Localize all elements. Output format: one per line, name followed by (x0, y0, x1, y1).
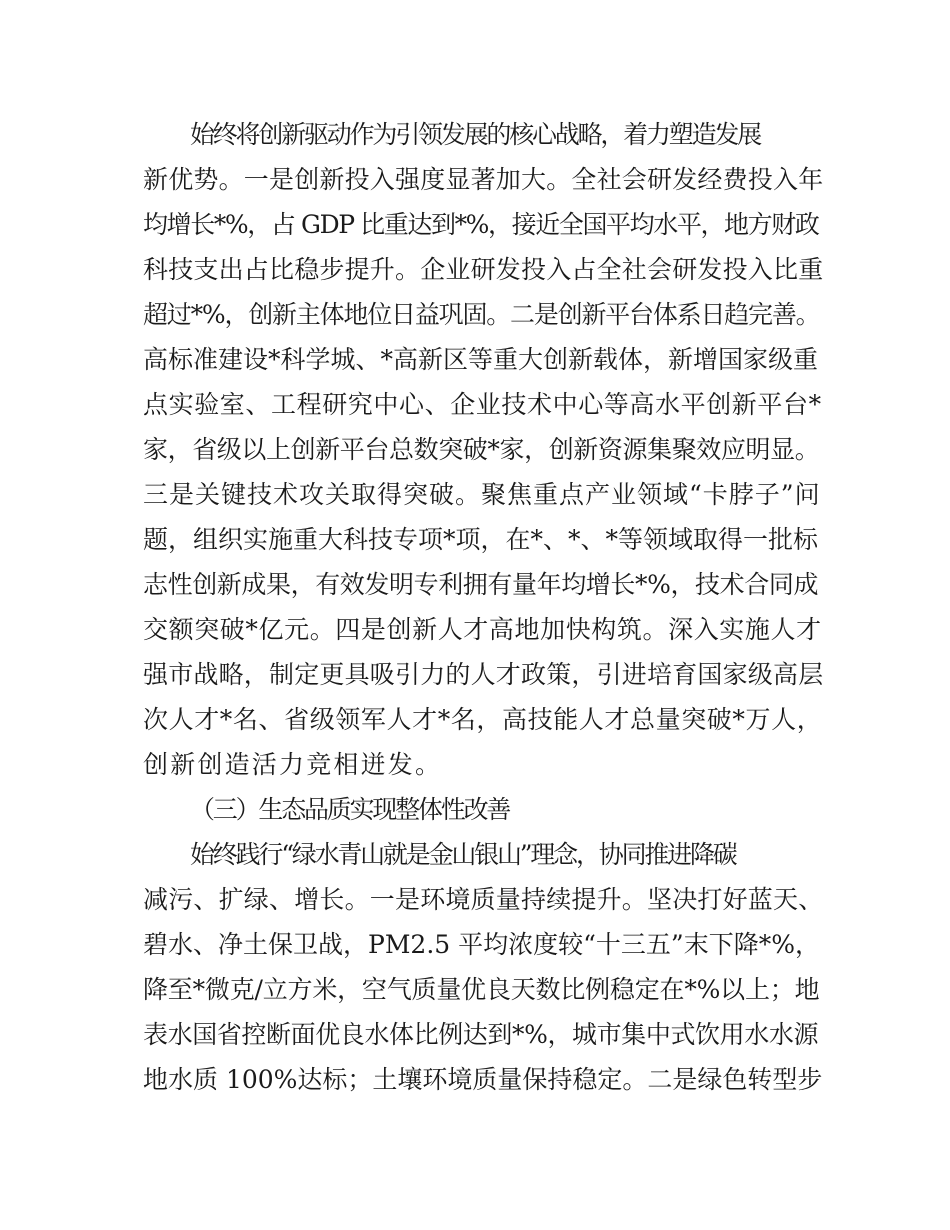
paragraph-line: 创新创造活力竞相迸发。 (143, 750, 443, 779)
paragraph-line: 均增长*%，占 GDP 比重达到*%，接近全国平均水平，地方财政 (143, 210, 819, 239)
paragraph-line: 表水国省控断面优良水体比例达到*%，城市集中式饮用水水源 (143, 1020, 819, 1049)
paragraph-line: 始终践行“绿水青山就是金山银山”理念，协同推进降碳 (190, 840, 736, 869)
section-heading: （三）生态品质实现整体性改善 (190, 795, 510, 824)
paragraph-line: 科技支出占比稳步提升。企业研发投入占全社会研发投入比重 (143, 255, 824, 284)
paragraph-line: 高标准建设*科学城、*高新区等重大创新载体，新增国家级重 (143, 345, 819, 374)
paragraph-line: 志性创新成果，有效发明专利拥有量年均增长*%，技术合同成 (143, 570, 819, 599)
paragraph-line: 始终将创新驱动作为引领发展的核心战略，着力塑造发展 (190, 120, 761, 149)
paragraph-line: 减污、扩绿、增长。一是环境质量持续提升。坚决打好蓝天、 (143, 885, 824, 914)
paragraph-line: 超过*%，创新主体地位日益巩固。二是创新平台体系日趋完善。 (143, 300, 820, 329)
paragraph-line: 新优势。一是创新投入强度显著加大。全社会研发经费投入年 (143, 165, 824, 194)
paragraph-line: 家，省级以上创新平台总数突破*家，创新资源集聚效应明显。 (143, 435, 820, 464)
paragraph-line: 地水质 100%达标；土壤环境质量保持稳定。二是绿色转型步 (143, 1065, 823, 1094)
paragraph-line: 交额突破*亿元。四是创新人才高地加快构筑。深入实施人才 (143, 615, 822, 644)
paragraph-line: 强市战略，制定更具吸引力的人才政策，引进培育国家级高层 (143, 660, 824, 689)
paragraph-line: 碧水、净土保卫战，PM2.5 平均浓度较“十三五”末下降*%， (143, 930, 820, 959)
paragraph-line: 次人才*名、省级领军人才*名，高技能人才总量突破*万人， (143, 705, 823, 734)
paragraph-line: 三是关键技术攻关取得突破。聚焦重点产业领域“卡脖子”问 (143, 480, 821, 509)
paragraph-line: 降至*微克/立方米，空气质量优良天数比例稳定在*%以上；地 (143, 975, 820, 1004)
paragraph-line: 题，组织实施重大科技专项*项，在*、*、*等领域取得一批标 (143, 525, 819, 554)
paragraph-line: 点实验室、工程研究中心、企业技术中心等高水平创新平台* (143, 390, 822, 419)
